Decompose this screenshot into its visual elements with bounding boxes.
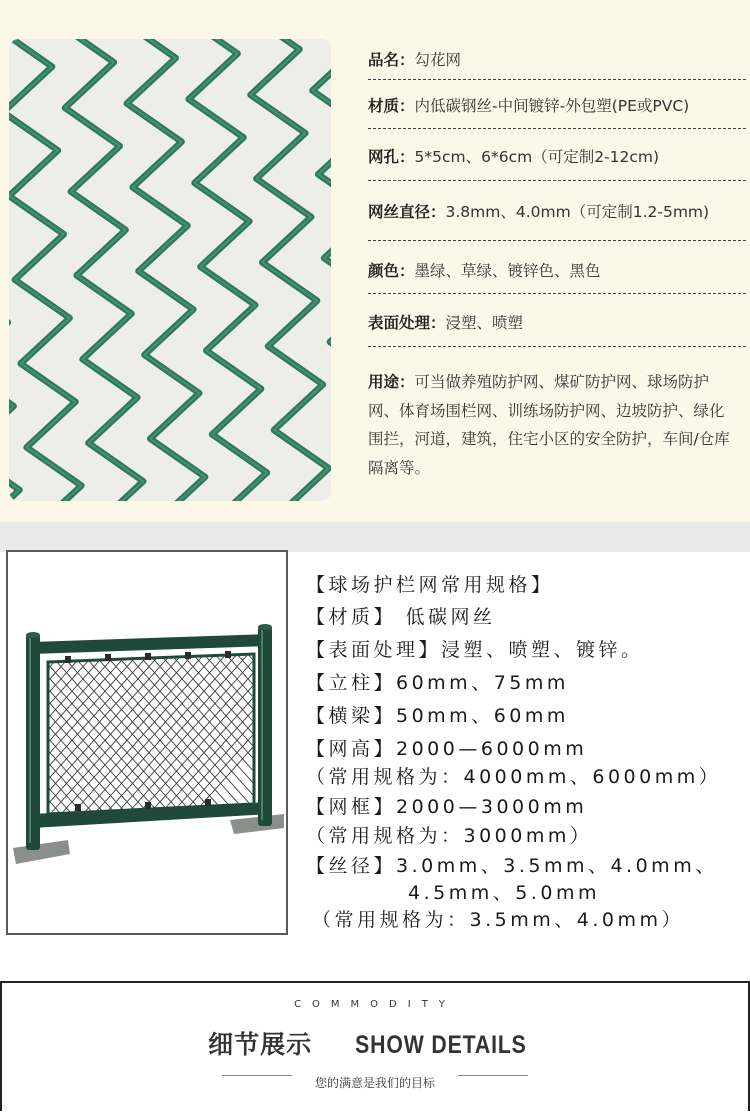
- spec-row-wire-diameter: [368, 202, 746, 222]
- spec-key: 网孔：: [368, 148, 415, 166]
- divider: [368, 346, 746, 347]
- spec-value: 勾花网: [414, 51, 462, 69]
- divider: [368, 180, 746, 181]
- fence-spec-line: 【丝径】3.0mm、3.5mm、4.0mm、: [306, 855, 718, 877]
- fence-spec-line: 【球场护栏网常用规格】: [306, 574, 554, 596]
- fence-spec-line: 【材质】 低碳网丝: [306, 606, 496, 628]
- spec-value: 浸塑、喷塑: [445, 314, 524, 332]
- divider: [368, 293, 746, 294]
- fence-spec-line: 4.5mm、5.0mm: [408, 882, 600, 904]
- fence-spec-line: （常用规格为：3000mm）: [306, 825, 593, 847]
- usage-key: 用途：: [368, 373, 415, 391]
- spec-key: 材质：: [368, 97, 415, 115]
- fence-spec-line: 【网框】2000—3000mm: [306, 796, 588, 818]
- spec-key: 颜色：: [368, 262, 415, 280]
- chain-link-mesh-photo: [9, 39, 331, 501]
- section-title-en: SHOW DETAILS: [355, 1031, 527, 1059]
- chain-link-mesh-illustration: [9, 39, 331, 501]
- fence-spec-line: （常用规格为：4000mm、6000mm）: [306, 766, 722, 788]
- fence-spec-section: [0, 522, 750, 957]
- usage-paragraph: [368, 368, 732, 482]
- divider: [368, 240, 746, 241]
- section-title-cn: 细节展示: [208, 1030, 313, 1059]
- spec-row-surface: [368, 313, 746, 333]
- spec-row-mesh-size: [368, 147, 746, 167]
- divider: [368, 128, 746, 129]
- spec-key: 品名：: [368, 51, 415, 69]
- fence-spec-line: 【立柱】60mm、75mm: [306, 672, 569, 694]
- show-details-header: [0, 957, 750, 1117]
- top-rule: [0, 981, 750, 983]
- fence-spec-line: 【表面处理】浸塑、喷塑、镀锌。: [306, 639, 644, 661]
- spec-key: 网丝直径：: [368, 203, 446, 221]
- sports-fence-illustration: [8, 552, 286, 933]
- fence-photo: [6, 550, 288, 935]
- fence-spec-line: 【横梁】50mm、60mm: [306, 705, 569, 727]
- spec-key: 表面处理：: [368, 314, 446, 332]
- divider: [368, 79, 746, 80]
- spec-value: 内低碳钢丝-中间镀锌-外包塑(PE或PVC): [414, 97, 690, 115]
- section-title: [0, 1025, 750, 1061]
- commodity-label: COMMODITY: [294, 999, 456, 1010]
- spec-value: 3.8mm、4.0mm（可定制1.2-5mm): [445, 203, 710, 221]
- spec-row-color: [368, 261, 746, 281]
- spec-value: 墨绿、草绿、镀锌色、黑色: [414, 262, 601, 280]
- spec-value: 5*5cm、6*6cm（可定制2-12cm): [414, 148, 660, 166]
- usage-value: 可当做养殖防护网、煤矿防护网、球场防护网、体育场围栏网、训练场防护网、边坡防护、绿化围拦，河道，建筑，住宅小区的安全防护，车间/仓库隔离等。: [368, 373, 730, 477]
- fence-spec-line: 【网高】2000—6000mm: [306, 738, 588, 760]
- spec-row-material: [368, 96, 746, 116]
- product-spec-section: [0, 0, 750, 522]
- spec-row-name: [368, 50, 746, 70]
- subtitle: 您的满意是我们的目标: [314, 1076, 435, 1090]
- fence-spec-line: （常用规格为：3.5mm、4.0mm）: [312, 909, 684, 931]
